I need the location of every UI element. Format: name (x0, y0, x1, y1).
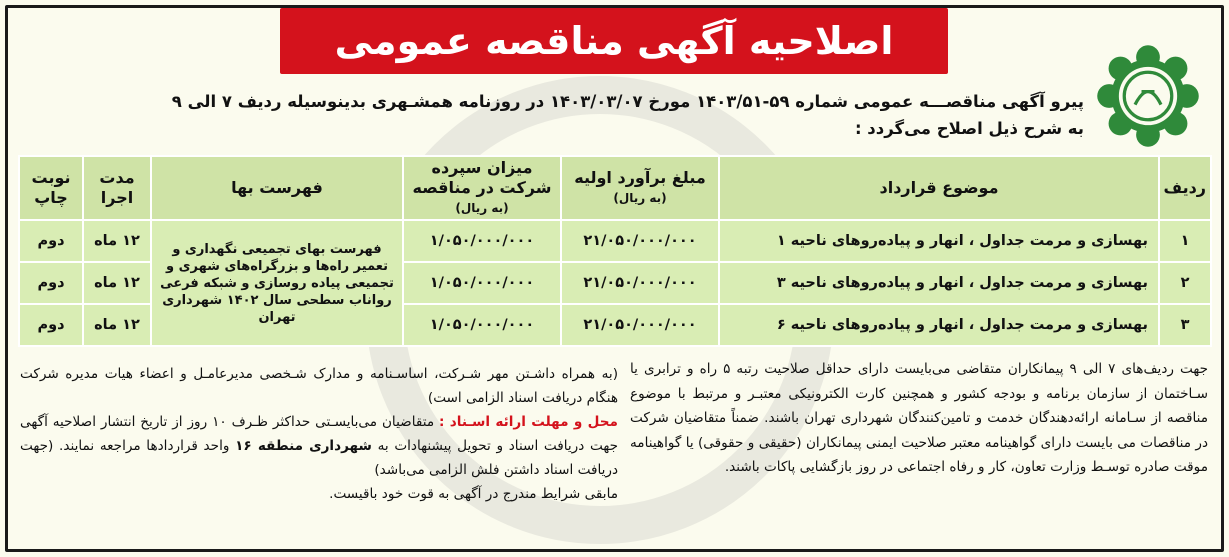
header-row-number: ردیف (1159, 156, 1211, 220)
row-estimate: ۲۱/۰۵۰/۰۰۰/۰۰۰ (561, 220, 719, 262)
intro-line-2: به شرح ذیل اصلاح می‌گردد : (854, 119, 1084, 138)
row-subject: بهسازی و مرمت جداول ، انهار و پیاده‌روهای ناحیه ۱ (719, 220, 1159, 262)
row-deposit: ۱/۰۵۰/۰۰۰/۰۰۰ (403, 220, 561, 262)
row-estimate: ۲۱/۰۵۰/۰۰۰/۰۰۰ (561, 262, 719, 304)
header-deposit-unit: (به ریال) (455, 201, 509, 215)
deadline-paragraph (20, 410, 618, 482)
header-print: نوبت چاپ (19, 156, 83, 220)
table-header-row (19, 156, 1211, 220)
row-duration: ۱۲ ماه (83, 220, 151, 262)
row-print: دوم (19, 304, 83, 346)
documents-requirement: (به همراه داشـتن مهر شـرکت، اساسـنامه و مدارک شـخصی مدیرعامـل و اعضاء هیات مدیره شرکت هنگام دریافت اسناد الزامی است) (20, 366, 618, 406)
document-submission-block (20, 362, 618, 506)
row-number: ۳ (1159, 304, 1211, 346)
deadline-label: محل و مهلت ارائه اسـناد : (439, 414, 618, 430)
header-duration: مدت اجرا (83, 156, 151, 220)
header-estimate (561, 156, 719, 220)
header-estimate-label: مبلغ برآورد اولیه (574, 168, 706, 187)
title-banner (280, 8, 948, 74)
row-estimate: ۲۱/۰۵۰/۰۰۰/۰۰۰ (561, 304, 719, 346)
header-deposit (403, 156, 561, 220)
notice-title: اصلاحیه آگهی مناقصه عمومی (334, 19, 894, 63)
header-subject: موضوع قرارداد (719, 156, 1159, 220)
row-duration: ۱۲ ماه (83, 262, 151, 304)
row-number: ۲ (1159, 262, 1211, 304)
price-list-cell: فهرست بهای تجمیعی نگهداری و تعمیر راه‌ها و بزرگراه‌های شهری و تجمیعی پیاده روسازی و شبکه فرعی رواناب سطحی سال ۱۴۰۲ شهرداری تهران (151, 220, 403, 346)
header-price-list: فهرست بها (151, 156, 403, 220)
tehran-municipality-logo-icon (1094, 42, 1202, 150)
row-subject: بهسازی و مرمت جداول ، انهار و پیاده‌روهای ناحیه ۶ (719, 304, 1159, 346)
row-deposit: ۱/۰۵۰/۰۰۰/۰۰۰ (403, 262, 561, 304)
deadline-text: متقاضیان می‌بایسـتی حداکثر ظـرف ۱۰ روز از تاریخ انتشار اصلاحیه آگهی جهت دریافت اسناد و تحویل پیشنهادات به (20, 414, 618, 454)
header-deposit-label: میزان سپرده شرکت در مناقصه (412, 158, 552, 197)
remaining-conditions: مابقی شرایط مندرج در آگهی به قوت خود باقیست. (329, 486, 618, 502)
row-print: دوم (19, 220, 83, 262)
row-duration: ۱۲ ماه (83, 304, 151, 346)
eligibility-paragraph: جهت ردیف‌های ۷ الی ۹ پیمانکاران متقاضی می‌بایست دارای حداقل صلاحیت رتبه ۵ راه و ترابری یا سـاختمان از سازمان برنامه و بودجه کشور و همچنین کارت الکترونیکی معتبـر و مرتبط با موضوع مناقصه از سـامانه ارائه‌دهندگان خدمت و تامین‌کنندگان شهرداری تهران باشند. ضمناً متقاضیان شرکت در مناقصات می بایست دارای گواهینامه معتبر صلاحیت ایمنی پیمانکاران (حقیقی و حقوقی) یا گواهینامه موقت صادره توسـط وزارت تعاون، کار و رفاه اجتماعی در روز بازگشایی پاکات باشند. (630, 361, 1208, 475)
header-estimate-unit: (به ریال) (613, 191, 667, 205)
tender-table (18, 155, 1212, 347)
row-deposit: ۱/۰۵۰/۰۰۰/۰۰۰ (403, 304, 561, 346)
row-subject: بهسازی و مرمت جداول ، انهار و پیاده‌روهای ناحیه ۳ (719, 262, 1159, 304)
intro-text (144, 88, 1084, 142)
table-row (19, 220, 1211, 262)
row-number: ۱ (1159, 220, 1211, 262)
intro-line-1: پیرو آگهی مناقصـــه عمومی شماره ۵۹-۱۴۰۳/۵۱ مورخ ۱۴۰۳/۰۳/۰۷ در روزنامه همشـهری بدینوسیله ردیف ۷ الی ۹ (171, 92, 1084, 111)
municipality-name: شهرداری منطقه ۱۶ (235, 438, 372, 454)
contracts-unit-text: واحد قراردادها مراجعه نمایند. (جهت دریافت اسناد داشتن فلش الزامی می‌باشد) (20, 438, 618, 478)
row-print: دوم (19, 262, 83, 304)
